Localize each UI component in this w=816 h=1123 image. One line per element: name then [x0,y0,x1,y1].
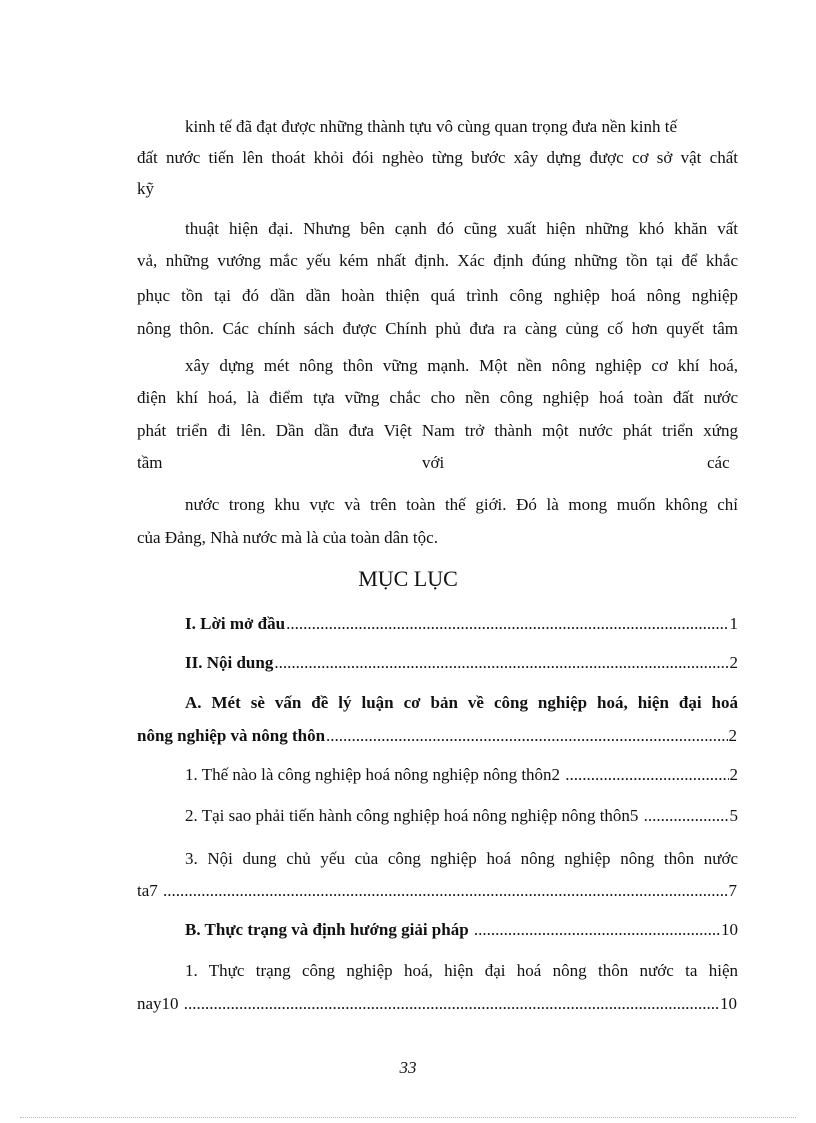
page-bottom-divider [20,1117,796,1118]
toc-page-number: 2 [728,726,737,745]
toc-entry-a[interactable] [137,725,737,747]
toc-entry-label: nông nghiệp và nông thôn [137,726,326,745]
toc-entry-label: 1. Thế nào là công nghiệp hoá nông nghiệp nông thôn2 [185,765,565,784]
toc-entry-intro[interactable] [185,613,738,635]
body-line-8: xây dựng mét nông thôn vững mạnh. Một nền nông nghiệp cơ khí hoá, [185,356,738,375]
body-line-9: điện khí hoá, là điểm tựa vững chắc cho nền công nghiệp hoá toàn đất nước [137,388,738,407]
toc-entry-label: ta7 [137,881,163,900]
toc-entry-a-line-1[interactable]: A. Mét sè vấn đề lý luận cơ bản về công nghiệp hoá, hiện đại hoá [185,693,738,712]
toc-title: MỤC LỤC [358,566,458,591]
toc-page-number: 5 [729,806,738,825]
body-line-11-word-1: tầm [137,453,163,472]
toc-entry-label: II. Nội dung [185,653,274,672]
page-number: 33 [399,1058,417,1077]
toc-entry-b1-line-1[interactable]: 1. Thực trạng công nghiệp hoá, hiện đại hoá nông thôn nước ta hiện [185,961,738,980]
toc-entry-b1[interactable] [137,993,737,1015]
toc-leader-dots [326,725,727,747]
toc-page-number: 1 [729,614,738,633]
toc-entry-label: 2. Tại sao phải tiến hành công nghiệp hoá nông nghiệp nông thôn5 [185,806,643,825]
toc-entry-a2[interactable] [185,805,738,827]
toc-page-number: 10 [720,994,737,1013]
toc-page-number: 2 [729,653,738,672]
toc-leader-dots [184,993,719,1015]
body-line-5: vả, những vướng mắc yếu kém nhất định. Xác định đúng những tồn tại để khắc [137,251,738,270]
body-line-11-word-2: với [422,453,445,472]
body-line-7: nông thôn. Các chính sách được Chính phủ đưa ra càng củng cố hơn quyết tâm [137,319,738,338]
body-line-1: kinh tế đã đạt được những thành tựu vô cùng quan trọng đưa nền kinh tế [185,117,677,136]
toc-leader-dots [565,764,728,786]
body-line-4: thuật hiện đại. Nhưng bên cạnh đó cũng xuất hiện những khó khăn vất [185,219,738,238]
toc-entry-label: nay10 [137,994,183,1013]
body-line-2: đất nước tiến lên thoát khỏi đói nghèo từng bước xây dựng được cơ sở vật chất [137,148,738,167]
body-line-3: kỹ [137,179,154,198]
toc-leader-dots [286,613,728,635]
toc-entry-a1[interactable] [185,764,738,786]
toc-entry-content[interactable] [185,652,738,674]
toc-leader-dots [274,652,728,674]
body-line-13: của Đảng, Nhà nước mà là của toàn dân tộc. [137,528,438,547]
body-line-12: nước trong khu vực và trên toàn thế giới. Đó là mong muốn không chỉ [185,495,738,514]
body-line-6: phục tồn tại đó dần dần hoàn thiện quá trình công nghiệp hoá nông nghiệp [137,286,738,305]
toc-page-number: 10 [721,920,738,939]
toc-entry-a3[interactable] [137,880,737,902]
toc-entry-label: B. Thực trạng và định hướng giải pháp [185,920,473,939]
toc-leader-dots [644,805,729,827]
toc-page-number: 2 [729,765,738,784]
toc-page-number: 7 [728,881,737,900]
toc-leader-dots [163,880,727,902]
toc-leader-dots [474,919,720,941]
toc-entry-b[interactable] [185,919,738,941]
toc-entry-a3-line-1[interactable]: 3. Nội dung chủ yếu của công nghiệp hoá nông nghiệp nông thôn nước [185,849,738,868]
toc-entry-label: I. Lời mở đầu [185,614,286,633]
body-line-10: phát triển đi lên. Dần dần đưa Việt Nam trở thành một nước phát triển xứng [137,421,738,440]
body-line-11-word-3: các [707,453,730,472]
